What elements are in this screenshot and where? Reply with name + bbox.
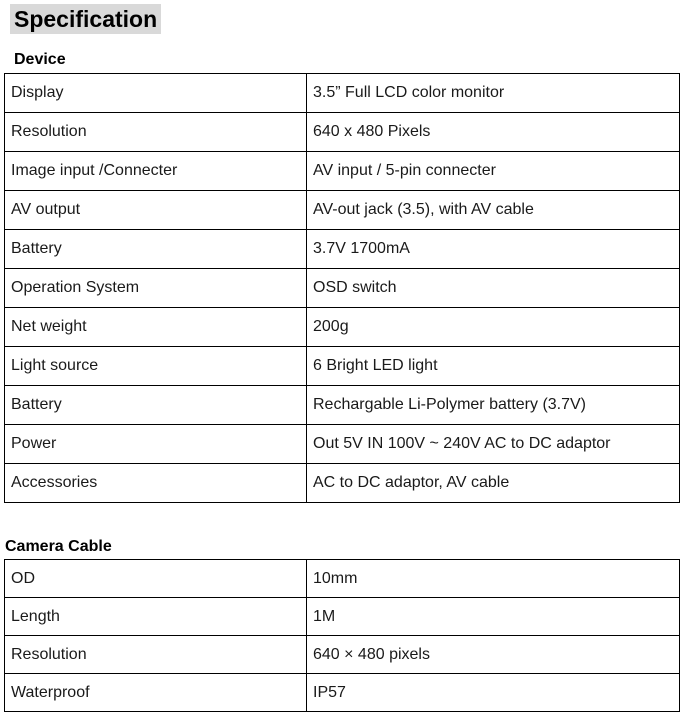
spec-label: Accessories <box>5 464 307 503</box>
table-row <box>5 464 680 503</box>
spec-label: OD <box>5 560 307 598</box>
spec-value: 6 Bright LED light <box>307 347 680 386</box>
device-spec-table <box>4 73 680 503</box>
spec-value: 1M <box>307 598 680 636</box>
spec-label: Waterproof <box>5 674 307 712</box>
device-section-heading: Device <box>14 51 66 68</box>
spec-label: Display <box>5 74 307 113</box>
table-row <box>5 269 680 308</box>
page-title: Specification <box>10 4 161 34</box>
spec-value: AC to DC adaptor, AV cable <box>307 464 680 503</box>
spec-value: 640 x 480 Pixels <box>307 113 680 152</box>
spec-value: AV-out jack (3.5), with AV cable <box>307 191 680 230</box>
spec-value: AV input / 5-pin connecter <box>307 152 680 191</box>
table-row <box>5 425 680 464</box>
table-row <box>5 560 680 598</box>
spec-value: IP57 <box>307 674 680 712</box>
spec-label: Battery <box>5 386 307 425</box>
table-row <box>5 674 680 712</box>
spec-label: Power <box>5 425 307 464</box>
spec-value: 3.5” Full LCD color monitor <box>307 74 680 113</box>
table-row <box>5 347 680 386</box>
spec-label: Image input /Connecter <box>5 152 307 191</box>
table-row <box>5 74 680 113</box>
table-row <box>5 386 680 425</box>
table-row <box>5 230 680 269</box>
table-row <box>5 113 680 152</box>
camera-cable-spec-table <box>4 559 680 712</box>
table-row <box>5 152 680 191</box>
spec-value: OSD switch <box>307 269 680 308</box>
spec-label: Resolution <box>5 636 307 674</box>
table-row <box>5 308 680 347</box>
spec-label: Light source <box>5 347 307 386</box>
spec-label: AV output <box>5 191 307 230</box>
spec-label: Resolution <box>5 113 307 152</box>
spec-value: Out 5V IN 100V ~ 240V AC to DC adaptor <box>307 425 680 464</box>
spec-value: 3.7V 1700mA <box>307 230 680 269</box>
spec-value: 640 × 480 pixels <box>307 636 680 674</box>
spec-label: Length <box>5 598 307 636</box>
table-row <box>5 636 680 674</box>
spec-value: 10mm <box>307 560 680 598</box>
spec-label: Operation System <box>5 269 307 308</box>
spec-label: Net weight <box>5 308 307 347</box>
spec-value: 200g <box>307 308 680 347</box>
spec-value: Rechargable Li-Polymer battery (3.7V) <box>307 386 680 425</box>
spec-label: Battery <box>5 230 307 269</box>
table-row <box>5 191 680 230</box>
camera-cable-section-heading: Camera Cable <box>5 538 112 555</box>
table-row <box>5 598 680 636</box>
